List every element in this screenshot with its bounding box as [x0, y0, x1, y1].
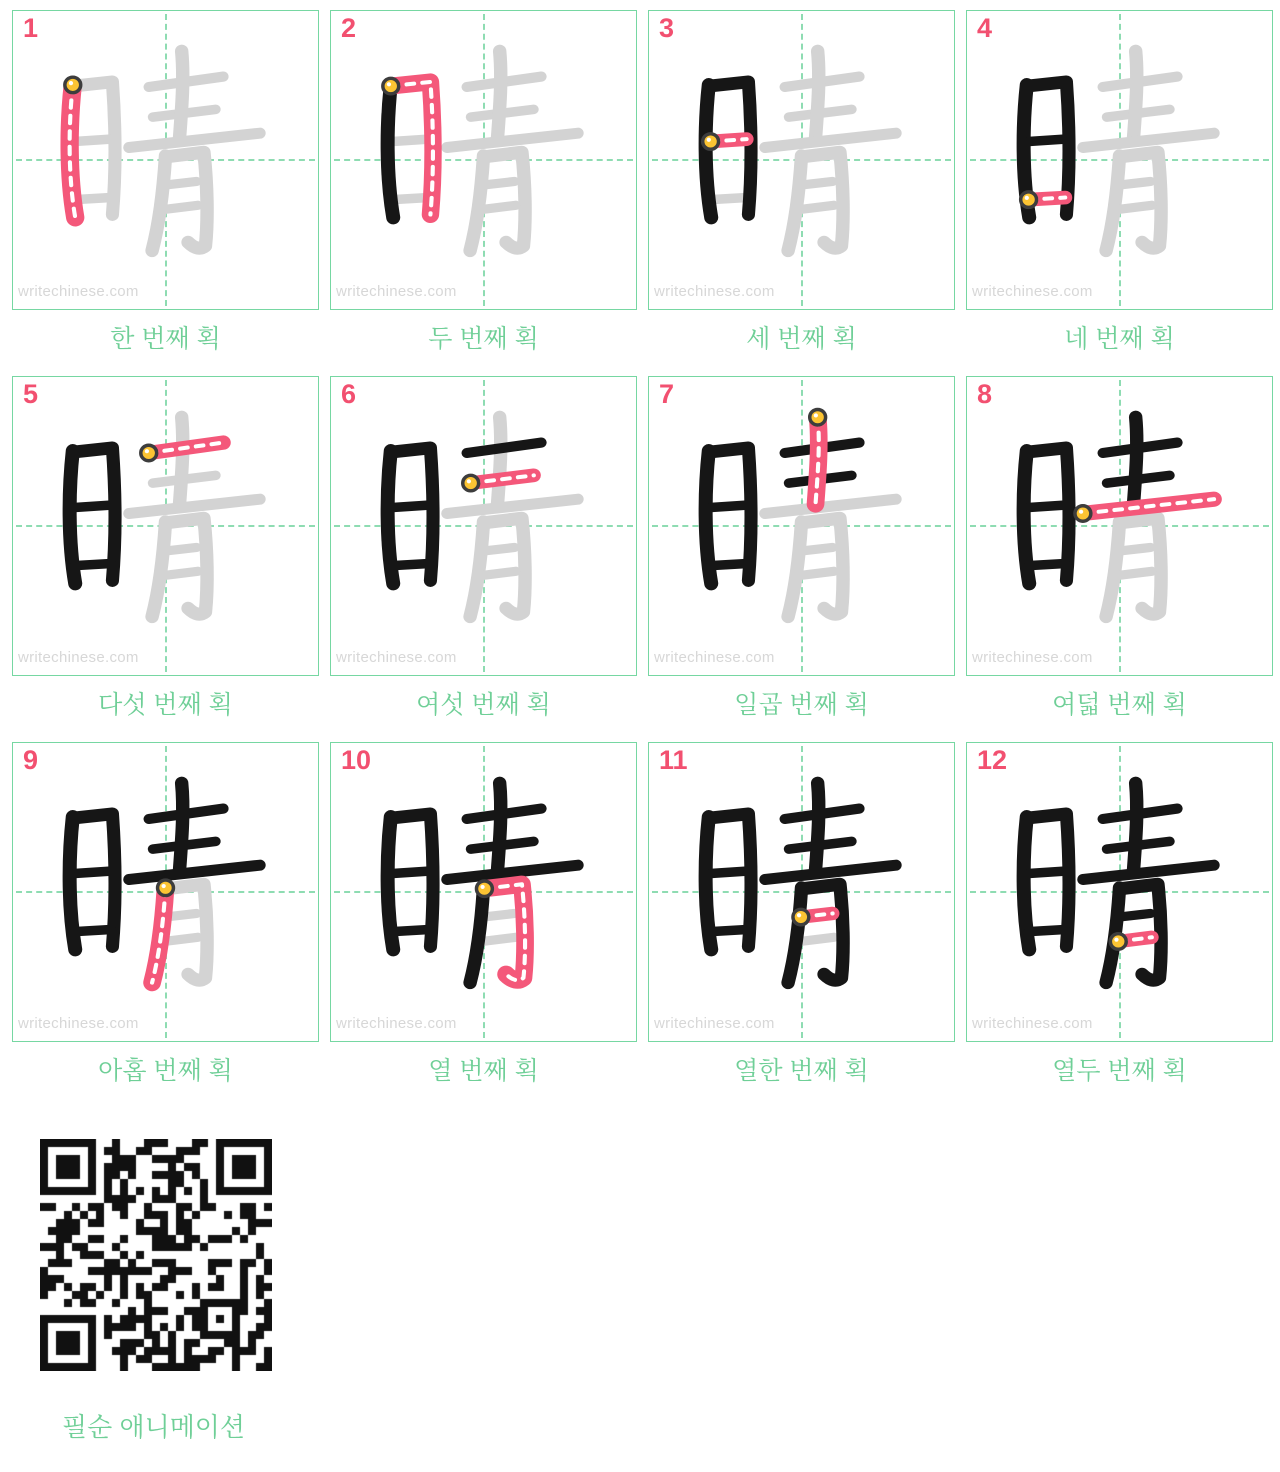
stroke-start-dot: [476, 881, 492, 896]
character-stroke-diagram: [967, 11, 1272, 309]
stroke-start-dot-shine: [1079, 510, 1083, 514]
stroke-panel: [330, 10, 637, 310]
stroke-number: 10: [341, 745, 372, 775]
stroke-start-dot-shine: [797, 913, 801, 917]
watermark: writechinese.com: [972, 283, 1093, 300]
stroke-start-dot-shine: [480, 885, 484, 889]
stroke-caption: 일곱 번째 획: [734, 691, 869, 719]
stroke-number: 1: [23, 13, 39, 43]
watermark: writechinese.com: [654, 283, 775, 300]
stroke-start-dot-shine: [814, 413, 818, 417]
stroke-start-dot: [1110, 934, 1126, 949]
stroke-panel: [648, 376, 955, 676]
stroke-start-dot-shine: [1114, 938, 1118, 942]
stroke-start-dot: [158, 880, 174, 895]
character-stroke-diagram: [13, 743, 318, 1041]
stroke-step: [648, 376, 955, 736]
stroke-step: [966, 10, 1273, 370]
stroke-number: 12: [977, 745, 1008, 775]
character-stroke-diagram: [331, 11, 636, 309]
stroke-step: [330, 376, 637, 736]
character-stroke-diagram: [649, 743, 954, 1041]
character-stroke-diagram: [967, 743, 1272, 1041]
stroke-number: 2: [341, 13, 357, 43]
stroke-caption: 한 번째 획: [110, 325, 221, 353]
stroke-start-dot-shine: [162, 884, 166, 888]
stroke-step: [12, 376, 319, 736]
stroke-caption: 세 번째 획: [746, 325, 857, 353]
watermark: writechinese.com: [654, 649, 775, 666]
stroke-start-dot: [463, 475, 479, 490]
stroke-caption: 다섯 번째 획: [98, 691, 233, 719]
qr-section: [40, 1139, 1280, 1444]
qr-code: [40, 1139, 272, 1371]
character-stroke-diagram: [331, 377, 636, 675]
stroke-step: [330, 10, 637, 370]
stroke-caption: 열두 번째 획: [1052, 1057, 1187, 1085]
stroke-caption: 네 번째 획: [1064, 325, 1175, 353]
stroke-step: [966, 742, 1273, 1102]
stroke-start-dot-shine: [387, 82, 391, 86]
stroke-panel: [330, 376, 637, 676]
stroke-panel: [966, 742, 1273, 1042]
watermark: writechinese.com: [336, 1015, 457, 1032]
stroke-start-dot-shine: [467, 479, 471, 483]
stroke-step: [12, 10, 319, 370]
stroke-number: 3: [659, 13, 675, 43]
stroke-step: [648, 742, 955, 1102]
stroke-step: [648, 10, 955, 370]
stroke-start-dot-shine: [145, 449, 149, 453]
qr-caption: 필순 애니메이션: [62, 1412, 246, 1442]
character-stroke-diagram: [13, 11, 318, 309]
stroke-panel: [12, 10, 319, 310]
stroke-start-dot: [810, 409, 826, 424]
stroke-caption: 열 번째 획: [428, 1057, 539, 1085]
stroke-number: 8: [977, 379, 993, 409]
character-stroke-diagram: [331, 743, 636, 1041]
stroke-caption: 두 번째 획: [428, 325, 539, 353]
stroke-panel: [966, 376, 1273, 676]
stroke-start-dot: [793, 909, 809, 924]
stroke-start-dot: [141, 445, 157, 460]
stroke-panel: [648, 10, 955, 310]
watermark: writechinese.com: [972, 649, 1093, 666]
character-stroke-diagram: [13, 377, 318, 675]
character-stroke-diagram: [649, 11, 954, 309]
stroke-caption: 아홉 번째 획: [98, 1057, 233, 1085]
stroke-step: [12, 742, 319, 1102]
stroke-panel: [12, 742, 319, 1042]
stroke-start-dot-shine: [1025, 196, 1029, 200]
character-stroke-diagram: [649, 377, 954, 675]
stroke-panel: [648, 742, 955, 1042]
stroke-start-dot: [1021, 192, 1037, 207]
watermark: writechinese.com: [18, 1015, 139, 1032]
watermark: writechinese.com: [18, 283, 139, 300]
stroke-caption: 여덟 번째 획: [1052, 691, 1187, 719]
character-stroke-diagram: [967, 377, 1272, 675]
stroke-caption: 열한 번째 획: [734, 1057, 869, 1085]
stroke-number: 5: [23, 379, 39, 409]
stroke-number: 4: [977, 13, 993, 43]
stroke-number: 11: [659, 745, 688, 775]
stroke-caption: 여섯 번째 획: [416, 691, 551, 719]
watermark: writechinese.com: [336, 283, 457, 300]
stroke-step: [330, 742, 637, 1102]
stroke-start-dot-shine: [707, 138, 711, 142]
stroke-start-dot: [65, 77, 81, 92]
stroke-start-dot-shine: [69, 81, 73, 85]
stroke-number: 6: [341, 379, 357, 409]
watermark: writechinese.com: [18, 649, 139, 666]
stroke-start-dot: [383, 78, 399, 93]
stroke-step: [966, 376, 1273, 736]
watermark: writechinese.com: [972, 1015, 1093, 1032]
stroke-start-dot: [1075, 506, 1091, 521]
watermark: writechinese.com: [654, 1015, 775, 1032]
stroke-panel: [330, 742, 637, 1042]
stroke-start-dot: [703, 134, 719, 149]
watermark: writechinese.com: [336, 649, 457, 666]
stroke-number: 9: [23, 745, 39, 775]
stroke-number: 7: [659, 379, 675, 409]
stroke-panel: [966, 10, 1273, 310]
stroke-panel: [12, 376, 319, 676]
